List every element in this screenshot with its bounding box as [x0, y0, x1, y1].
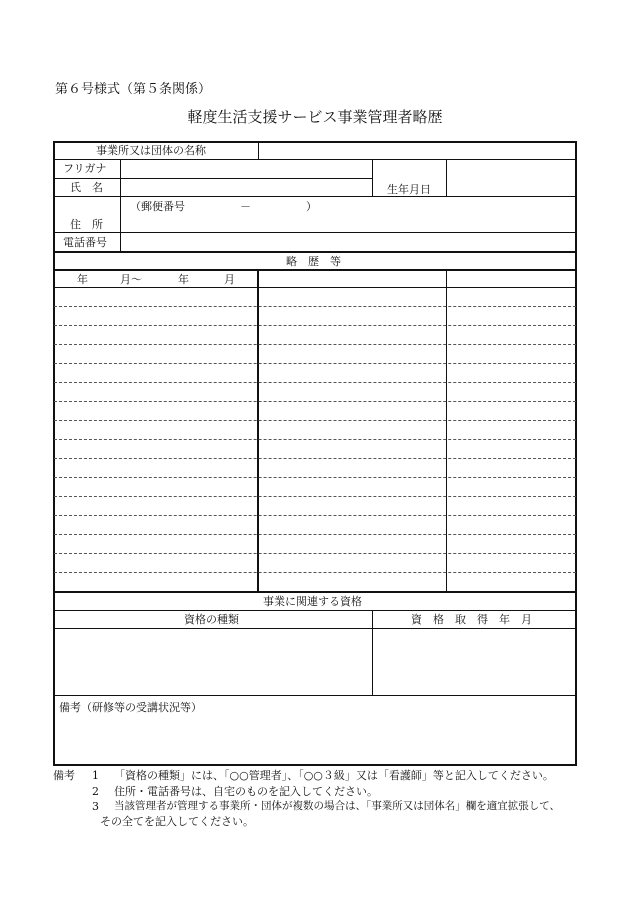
note-3-number: 3	[92, 800, 99, 813]
form-number: 第６号様式（第５条関係）	[55, 82, 212, 97]
phone-label: 電話番号	[63, 236, 107, 249]
qualifications-header: 事業に関連する資格	[263, 595, 362, 608]
rule	[54, 251, 576, 253]
note-3-continuation: その全てを記入してください。	[100, 815, 254, 828]
rule	[54, 269, 576, 271]
qualification-type-field[interactable]	[55, 629, 372, 695]
qualification-date-label: 資 格 取 得 年 月	[411, 613, 532, 626]
phone-field[interactable]	[121, 233, 576, 251]
org-name-label: 事業所又は団体の名称	[96, 144, 206, 157]
remarks-label: 備考（研修等の受講状況等）	[59, 701, 202, 714]
rule	[372, 159, 373, 196]
rule	[54, 695, 576, 696]
note-2-number: 2	[92, 785, 99, 798]
address-label: 住 所	[70, 218, 103, 231]
org-name-field[interactable]	[259, 142, 576, 159]
note-2-text: 住所・電話番号は、自宅のものを記入してください。	[114, 785, 378, 798]
note-1-number: 1	[92, 769, 99, 782]
furigana-field[interactable]	[121, 160, 372, 178]
rule	[54, 591, 576, 593]
name-label: 氏 名	[70, 181, 103, 194]
postal-code-label: （郵便番号 － ）	[130, 200, 317, 213]
rule	[54, 287, 576, 288]
period-month-to: 月	[224, 273, 235, 286]
remarks-field[interactable]	[55, 716, 576, 764]
birthdate-field[interactable]	[447, 160, 576, 196]
notes-prefix: 備考	[53, 769, 75, 782]
form-title: 軽度生活支援サービス事業管理者略歴	[187, 108, 443, 126]
note-1-text: 「資格の種類」には、「○○管理者」、「○○３級」又は「看護師」等と記入してください。	[114, 769, 554, 782]
career-header: 略 歴 等	[286, 255, 341, 268]
rule	[54, 610, 576, 611]
period-year-from: 年	[77, 273, 88, 286]
furigana-label: フリガナ	[63, 162, 107, 175]
note-3-text: 当該管理者が管理する事業所・団体が複数の場合は、「事業所又は団体名」欄を適宜拡張して、	[114, 800, 561, 812]
qualification-type-label: 資格の種類	[184, 613, 239, 626]
period-month-from: 月～	[120, 273, 142, 286]
birthdate-label: 生年月日	[387, 183, 431, 196]
period-year-to: 年	[178, 273, 189, 286]
qualification-date-field[interactable]	[373, 629, 576, 695]
career-entries-area[interactable]	[55, 289, 576, 591]
name-field[interactable]	[121, 179, 372, 196]
